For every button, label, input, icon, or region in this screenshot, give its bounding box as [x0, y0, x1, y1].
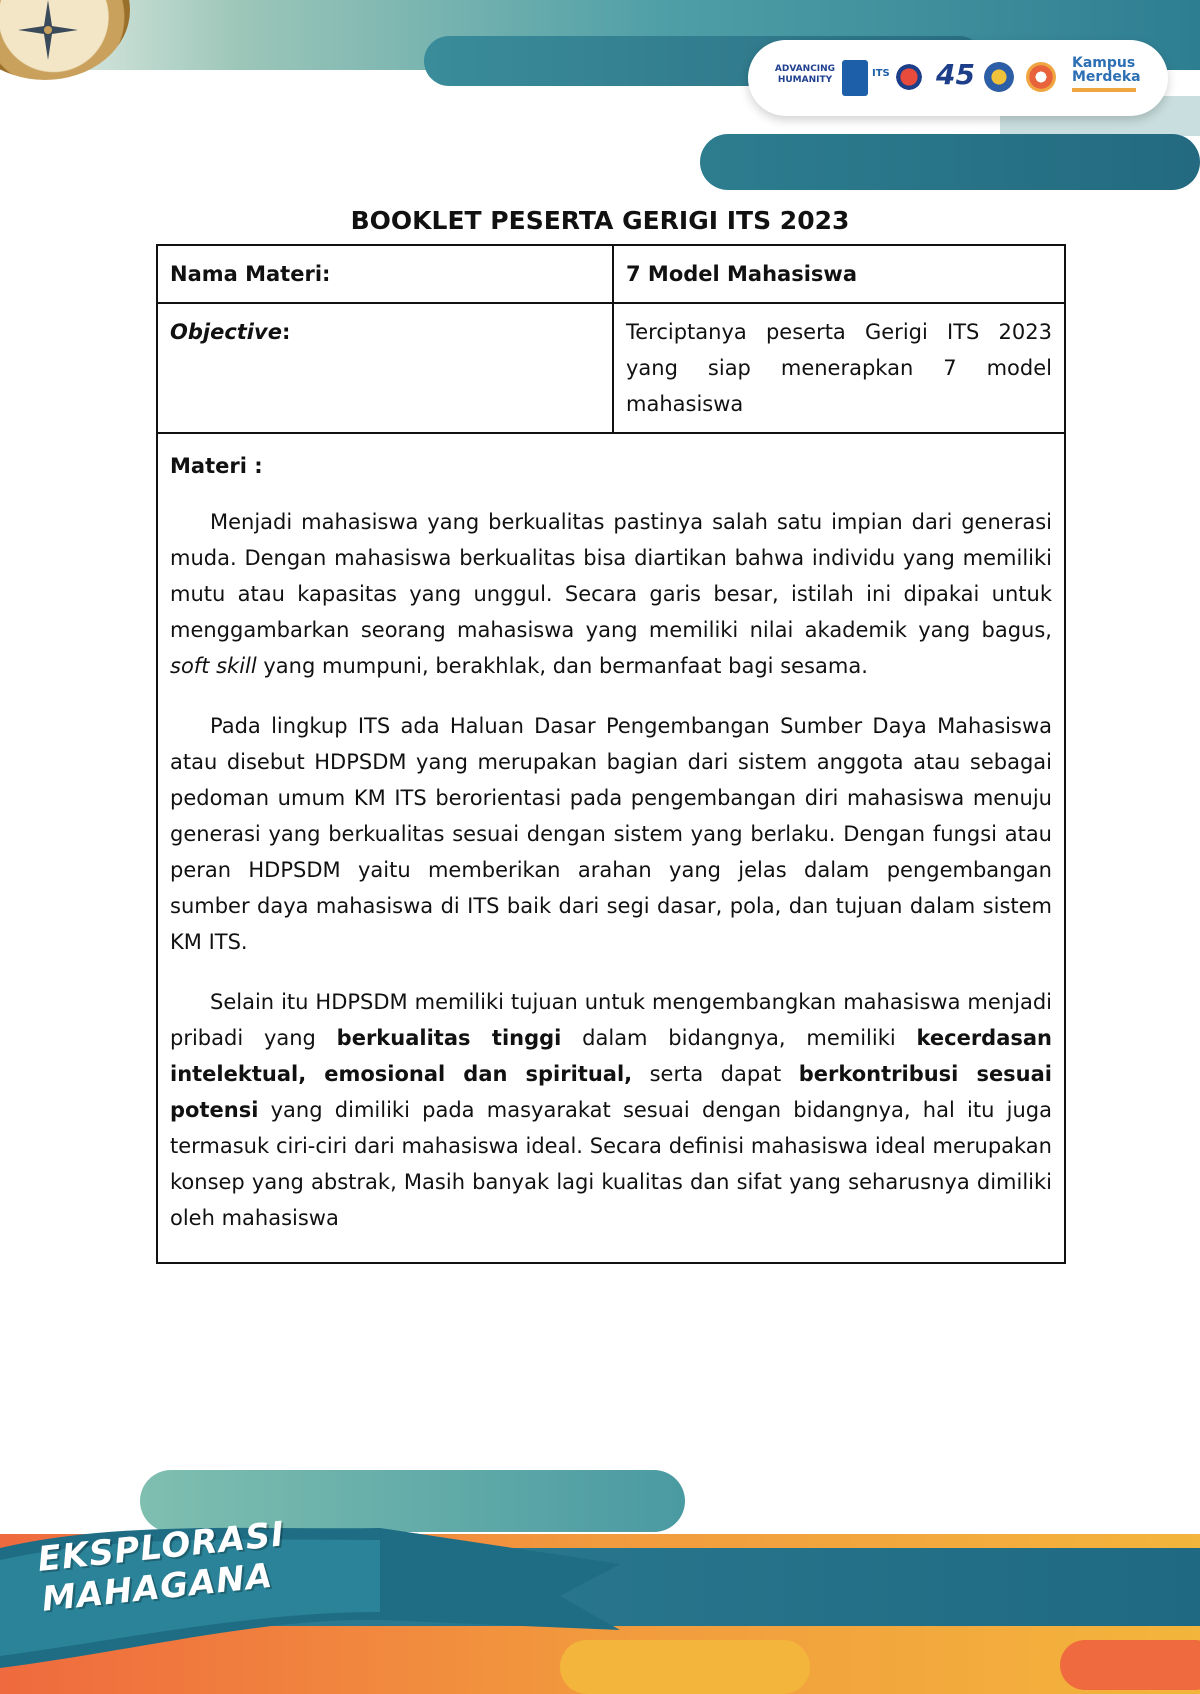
table-row	[157, 303, 1065, 433]
paragraph-3-text: dalam bidangnya, memiliki	[561, 1026, 917, 1050]
bold-phrase: kecerdasan intelektual, emosional dan spiritual,	[170, 1026, 1052, 1086]
header-pill-decoration-lower	[700, 134, 1200, 190]
objective-colon: :	[281, 320, 291, 344]
paragraph-3-text: serta dapat	[632, 1062, 799, 1086]
objective-label: Objective	[170, 320, 282, 344]
footer-orange-pill	[1060, 1640, 1200, 1690]
kampus-merdeka-logo: Kampus Merdeka	[1072, 55, 1141, 85]
soft-skill-term: soft skill	[170, 654, 257, 678]
partner-logos	[748, 40, 1168, 116]
flame-logo-icon	[894, 62, 924, 92]
nama-materi-value: 7 Model Mahasiswa	[613, 245, 1065, 303]
kampus-merdeka-underline	[1072, 88, 1136, 92]
compass-needle-icon	[18, 0, 78, 60]
advancing-humanity-logo: ADVANCING HUMANITY	[774, 64, 836, 85]
nama-materi-label: Nama Materi:	[157, 245, 613, 303]
paragraph-3	[170, 984, 1052, 1236]
paragraph-1-text-end: yang mumpuni, berakhlak, dan bermanfaat bagi sesama.	[256, 654, 868, 678]
objective-label-cell	[157, 303, 613, 433]
gear-logo-icon	[1026, 62, 1056, 92]
paragraph-3-text-end: yang dimiliki pada masyarakat sesuai dengan bidangnya, hal itu juga termasuk ciri-ciri dari mahasiswa ideal. Secara definisi mahasiswa ideal merupakan konsep yang abstrak, Masih banyak lagi kualitas dan sifat yang seharusnya dimiliki oleh mahasiswa	[170, 1098, 1052, 1230]
bold-phrase: berkontribusi sesuai potensi	[170, 1062, 1053, 1122]
table-row	[157, 245, 1065, 303]
bold-phrase: berkualitas tinggi	[336, 1026, 562, 1050]
objective-value: Terciptanya peserta Gerigi ITS 2023 yang siap menerapkan 7 model mahasiswa	[613, 303, 1065, 433]
emblem-logo-icon	[984, 62, 1014, 92]
paragraph-3-text: Selain itu HDPSDM memiliki tujuan untuk mengembangkan mahasiswa menjadi pribadi yang	[170, 990, 1052, 1050]
paragraph-2: Pada lingkup ITS ada Haluan Dasar Pengembangan Sumber Daya Mahasiswa atau disebut HDPSDM yang merupakan bagian dari sistem anggota atau sebagai pedoman umum KM ITS berorientasi pada pengembangan diri mahasiswa menuju generasi yang berkualitas sesuai dengan sistem yang berlaku. Dengan fungsi atau peran HDPSDM yaitu memberikan arahan yang jelas dalam pengembangan sumber daya mahasiswa di ITS baik dari segi dasar, pola, dan tujuan dalam sistem KM ITS.	[170, 714, 1052, 954]
paragraph-1	[170, 504, 1052, 684]
materi-content	[157, 433, 1065, 1263]
its-logo-icon	[842, 60, 868, 96]
materi-label: Materi :	[170, 454, 263, 478]
anniversary-45-logo: 45	[936, 58, 975, 91]
paragraph-1-text: Menjadi mahasiswa yang berkualitas pastinya salah satu impian dari generasi muda. Dengan mahasiswa berkualitas bisa diartikan bahwa individu yang memiliki mutu atau kapasitas yang unggul. Secara garis besar, istilah ini dipakai untuk menggambarkan seorang mahasiswa yang memiliki nilai akademik yang bagus,	[170, 510, 1052, 642]
table-row	[157, 433, 1065, 1263]
materi-table	[156, 244, 1066, 1264]
its-logo-text: ITS	[872, 68, 890, 79]
eksplorasi-mahagana-banner: EKSPLORASI MAHAGANA	[35, 1514, 287, 1620]
page-title: BOOKLET PESERTA GERIGI ITS 2023	[350, 206, 850, 235]
